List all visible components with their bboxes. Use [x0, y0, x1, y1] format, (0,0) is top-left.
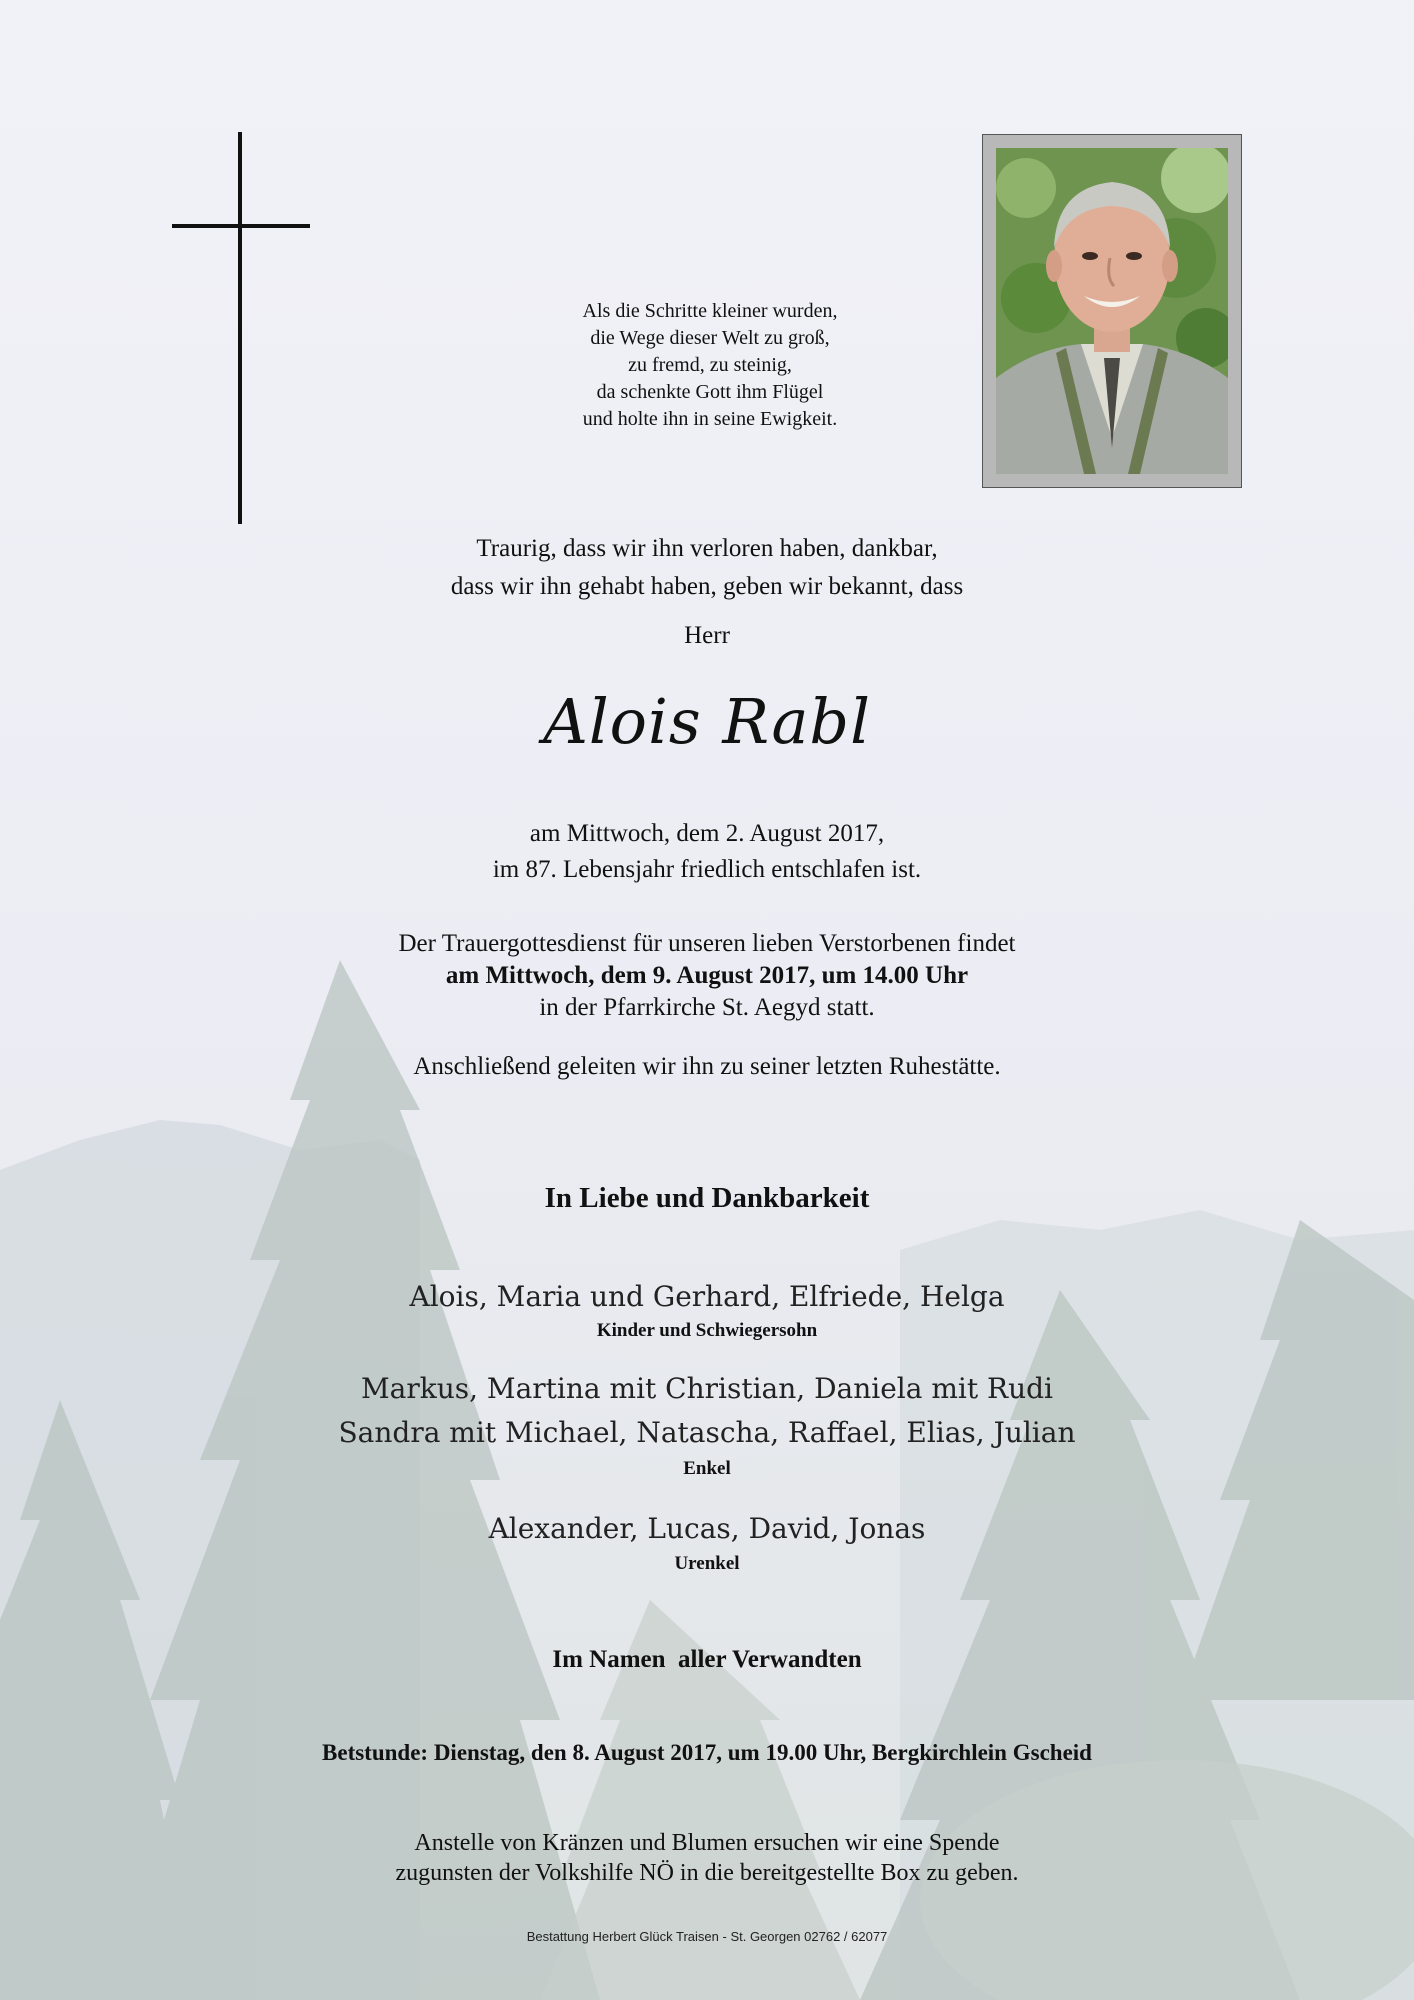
poem-line: und holte ihn in seine Ewigkeit.	[582, 408, 838, 430]
grandchildren-names-1: Markus, Martina mit Christian, Daniela mit Rudi	[361, 1372, 1053, 1405]
grandchildren-names-2: Sandra mit Michael, Natascha, Raffael, Elias, Julian	[338, 1416, 1076, 1449]
donation-request	[0, 1828, 1414, 1888]
service-info	[0, 928, 1414, 1024]
grandchildren-role: Enkel	[683, 1458, 731, 1479]
donation-line: zugunsten der Volkshilfe NÖ in die bereitgestellte Box zu geben.	[395, 1860, 1019, 1886]
intro-line: Traurig, dass wir ihn verloren haben, dankbar,	[476, 535, 938, 562]
portrait-photo	[996, 148, 1228, 474]
burial-text: Anschließend geleiten wir ihn zu seiner letzten Ruhestätte.	[413, 1053, 1001, 1080]
children-names: Alois, Maria und Gerhard, Elfriede, Helga	[409, 1280, 1005, 1313]
funeral-home-footer: Bestattung Herbert Glück Traisen - St. Georgen 02762 / 62077	[526, 1929, 888, 1944]
poem-line: Als die Schritte kleiner wurden,	[582, 300, 838, 322]
death-notice	[0, 816, 1414, 888]
intro-text	[0, 530, 1414, 606]
death-date: am Mittwoch, dem 2. August 2017,	[529, 820, 885, 847]
cross-vertical-beam	[238, 132, 242, 524]
great-grandchildren-role: Urenkel	[674, 1553, 740, 1574]
portrait-frame	[982, 134, 1242, 488]
service-line: Der Trauergottesdienst für unseren lieben Verstorbenen findet	[398, 930, 1016, 957]
portrait-illustration	[996, 148, 1228, 474]
death-age: im 87. Lebensjahr friedlich entschlafen ist.	[492, 856, 922, 883]
closing-heading: In Liebe und Dankbarkeit	[544, 1182, 870, 1214]
deceased-name: Alois Rabl	[543, 685, 871, 758]
salutation: Herr	[684, 622, 730, 649]
prayer-hour: Betstunde: Dienstag, den 8. August 2017, um 19.00 Uhr, Bergkirchlein Gscheid	[322, 1740, 1092, 1765]
poem-line: da schenkte Gott ihm Flügel	[596, 381, 824, 403]
service-date: am Mittwoch, dem 9. August 2017, um 14.00 Uhr	[445, 962, 969, 989]
great-grandchildren-names: Alexander, Lucas, David, Jonas	[488, 1512, 926, 1545]
poem-line: die Wege dieser Welt zu groß,	[590, 327, 830, 349]
cross-horizontal-beam	[172, 224, 310, 228]
donation-line: Anstelle von Kränzen und Blumen ersuchen wir eine Spende	[414, 1830, 1000, 1856]
relatives-line: Im Namen aller Verwandten	[552, 1646, 862, 1673]
poem	[460, 298, 960, 433]
service-location: in der Pfarrkirche St. Aegyd statt.	[539, 994, 875, 1021]
intro-line: dass wir ihn gehabt haben, geben wir bekannt, dass	[450, 573, 964, 600]
poem-line: zu fremd, zu steinig,	[628, 354, 792, 376]
children-role: Kinder und Schwiegersohn	[596, 1320, 818, 1341]
